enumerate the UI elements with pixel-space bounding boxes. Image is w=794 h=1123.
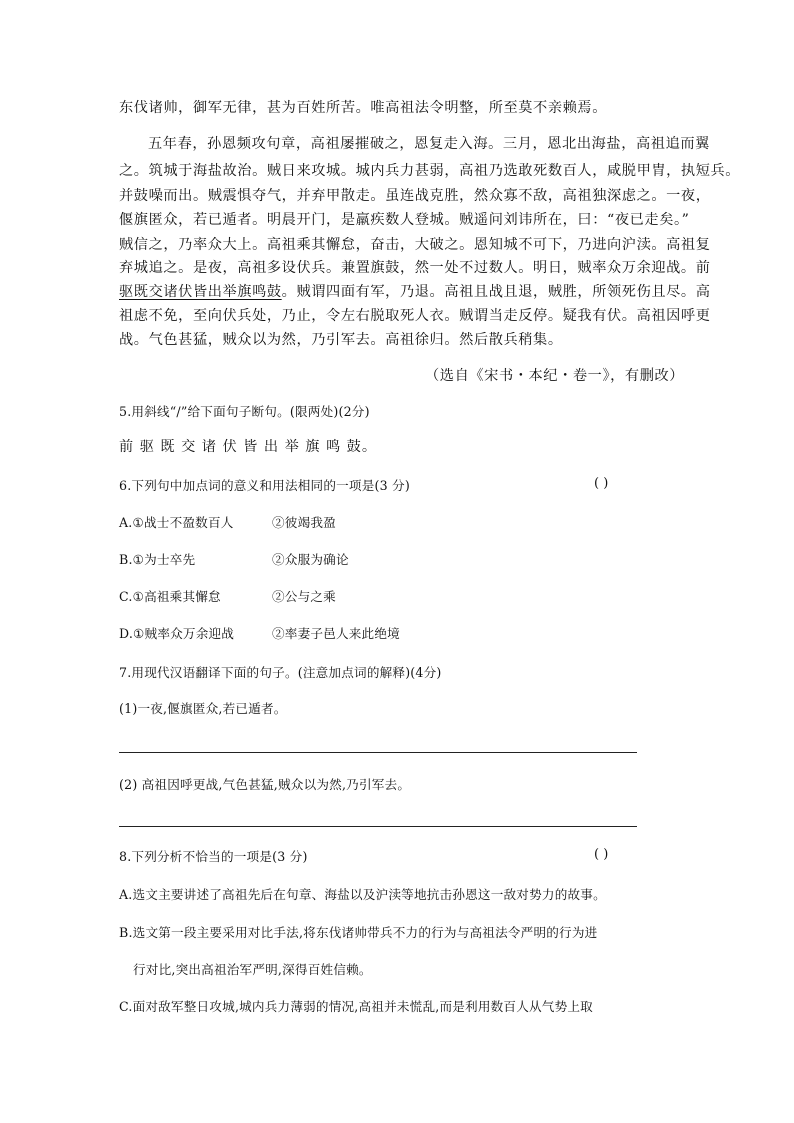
question-7-prompt: 7.用现代汉语翻译下面的句子。(注意加点词的解释)(4分) — [119, 665, 442, 680]
question-7-item-1: (1)一夜,偃旗匿众,若已遁者。 — [119, 701, 287, 716]
option-a: A.选文主要讲述了高祖先后在句章、海盐以及沪渎等地抗击孙恩这一敌对势力的故事。 — [119, 887, 606, 902]
passage-line: 偃旗匿众，若已遁者。明晨开门，是羸疾数人登城。贼遥问刘讳所在，曰：“夜已走矣。” — [119, 212, 690, 228]
option-d: D.①贼率众万余迎战 — [119, 626, 235, 641]
answer-line — [119, 752, 637, 753]
option-c-pair: ②公与之乘 — [272, 589, 336, 604]
passage-line: 五年春，孙恩频攻句章，高祖屡摧破之，恩复走入海。三月，恩北出海盐，高祖追而翼 — [148, 136, 710, 152]
passage-line: 之。筑城于海盐故治。贼日来攻城。城内兵力甚弱，高祖乃选敢死数百人，咸脱甲胄，执短兵。 — [119, 163, 741, 179]
passage-line: 贼信之，乃率众大上。高祖乘其懈怠，奋击，大破之。恩知城不可下，乃进向沪渎。高祖复 — [119, 237, 711, 253]
passage-line — [119, 282, 711, 302]
passage-line: 弃城追之。是夜，高祖多设伏兵。兼置旗鼓，然一处不过数人。明日，贼率众万余迎战。前 — [119, 260, 711, 276]
answer-bracket: ( ) — [594, 847, 609, 862]
option-a: A.①战士不盈数百人 — [119, 515, 234, 530]
question-8-prompt: 8.下列分析不恰当的一项是(3 分) — [119, 849, 308, 864]
answer-bracket: ( ) — [594, 476, 609, 491]
question-7-item-2: (2) 高祖因呼更战,气色甚猛,贼众以为然,乃引军去。 — [119, 777, 411, 792]
passage-text: 。贼谓四面有军，乃退。高祖且战且退，贼胜，所领死伤且尽。高 — [281, 284, 711, 300]
option-c: C.面对敌军整日攻城,城内兵力薄弱的情况,高祖并未慌乱,而是利用数百人从气势上取 — [119, 999, 593, 1014]
passage-line: 并鼓噪而出。贼震惧夺气，并弃甲散走。虽连战克胜，然众寡不敌，高祖独深虑之。一夜， — [119, 188, 711, 204]
option-b-continued: 行对比,突出高祖治军严明,深得百姓信赖。 — [133, 962, 372, 977]
question-5-prompt: 5.用斜线“/”给下面句子断句。(限两处)(2分) — [119, 404, 370, 419]
option-c: C.①高祖乘其懈怠 — [119, 589, 221, 604]
option-b-pair: ②众服为确论 — [272, 552, 349, 567]
option-b: B.①为士卒先 — [119, 552, 196, 567]
passage-line: 战。气色甚猛，贼众以为然，乃引军去。高祖徐归。然后散兵稍集。 — [119, 332, 563, 348]
question-6-prompt: 6.下列句中加点词的意义和用法相同的一项是(3 分) — [119, 478, 410, 493]
answer-line — [119, 826, 637, 827]
passage-line: 东伐诸帅，御军无律，甚为百姓所苦。唯高祖法令明整，所至莫不亲赖焉。 — [119, 100, 607, 116]
question-5-sentence: 前 驱 既 交 诸 伏 皆 出 举 旗 鸣 鼓。 — [119, 439, 378, 455]
option-a-pair: ②彼竭我盈 — [272, 515, 336, 530]
underlined-phrase: 驱既交诸伏皆出举旗鸣鼓 — [119, 284, 282, 300]
source-citation: （选自《宋书・本纪・卷一》，有删改） — [425, 368, 685, 384]
option-d-pair: ②率妻子邑人来此绝境 — [272, 626, 400, 641]
option-b: B.选文第一段主要采用对比手法,将东伐诸帅带兵不力的行为与高祖法令严明的行为进 — [119, 925, 598, 940]
passage-line: 祖虑不免，至向伏兵处，乃止，令左右脱取死人衣。贼谓当走反停。疑我有伏。高祖因呼更 — [119, 308, 711, 324]
